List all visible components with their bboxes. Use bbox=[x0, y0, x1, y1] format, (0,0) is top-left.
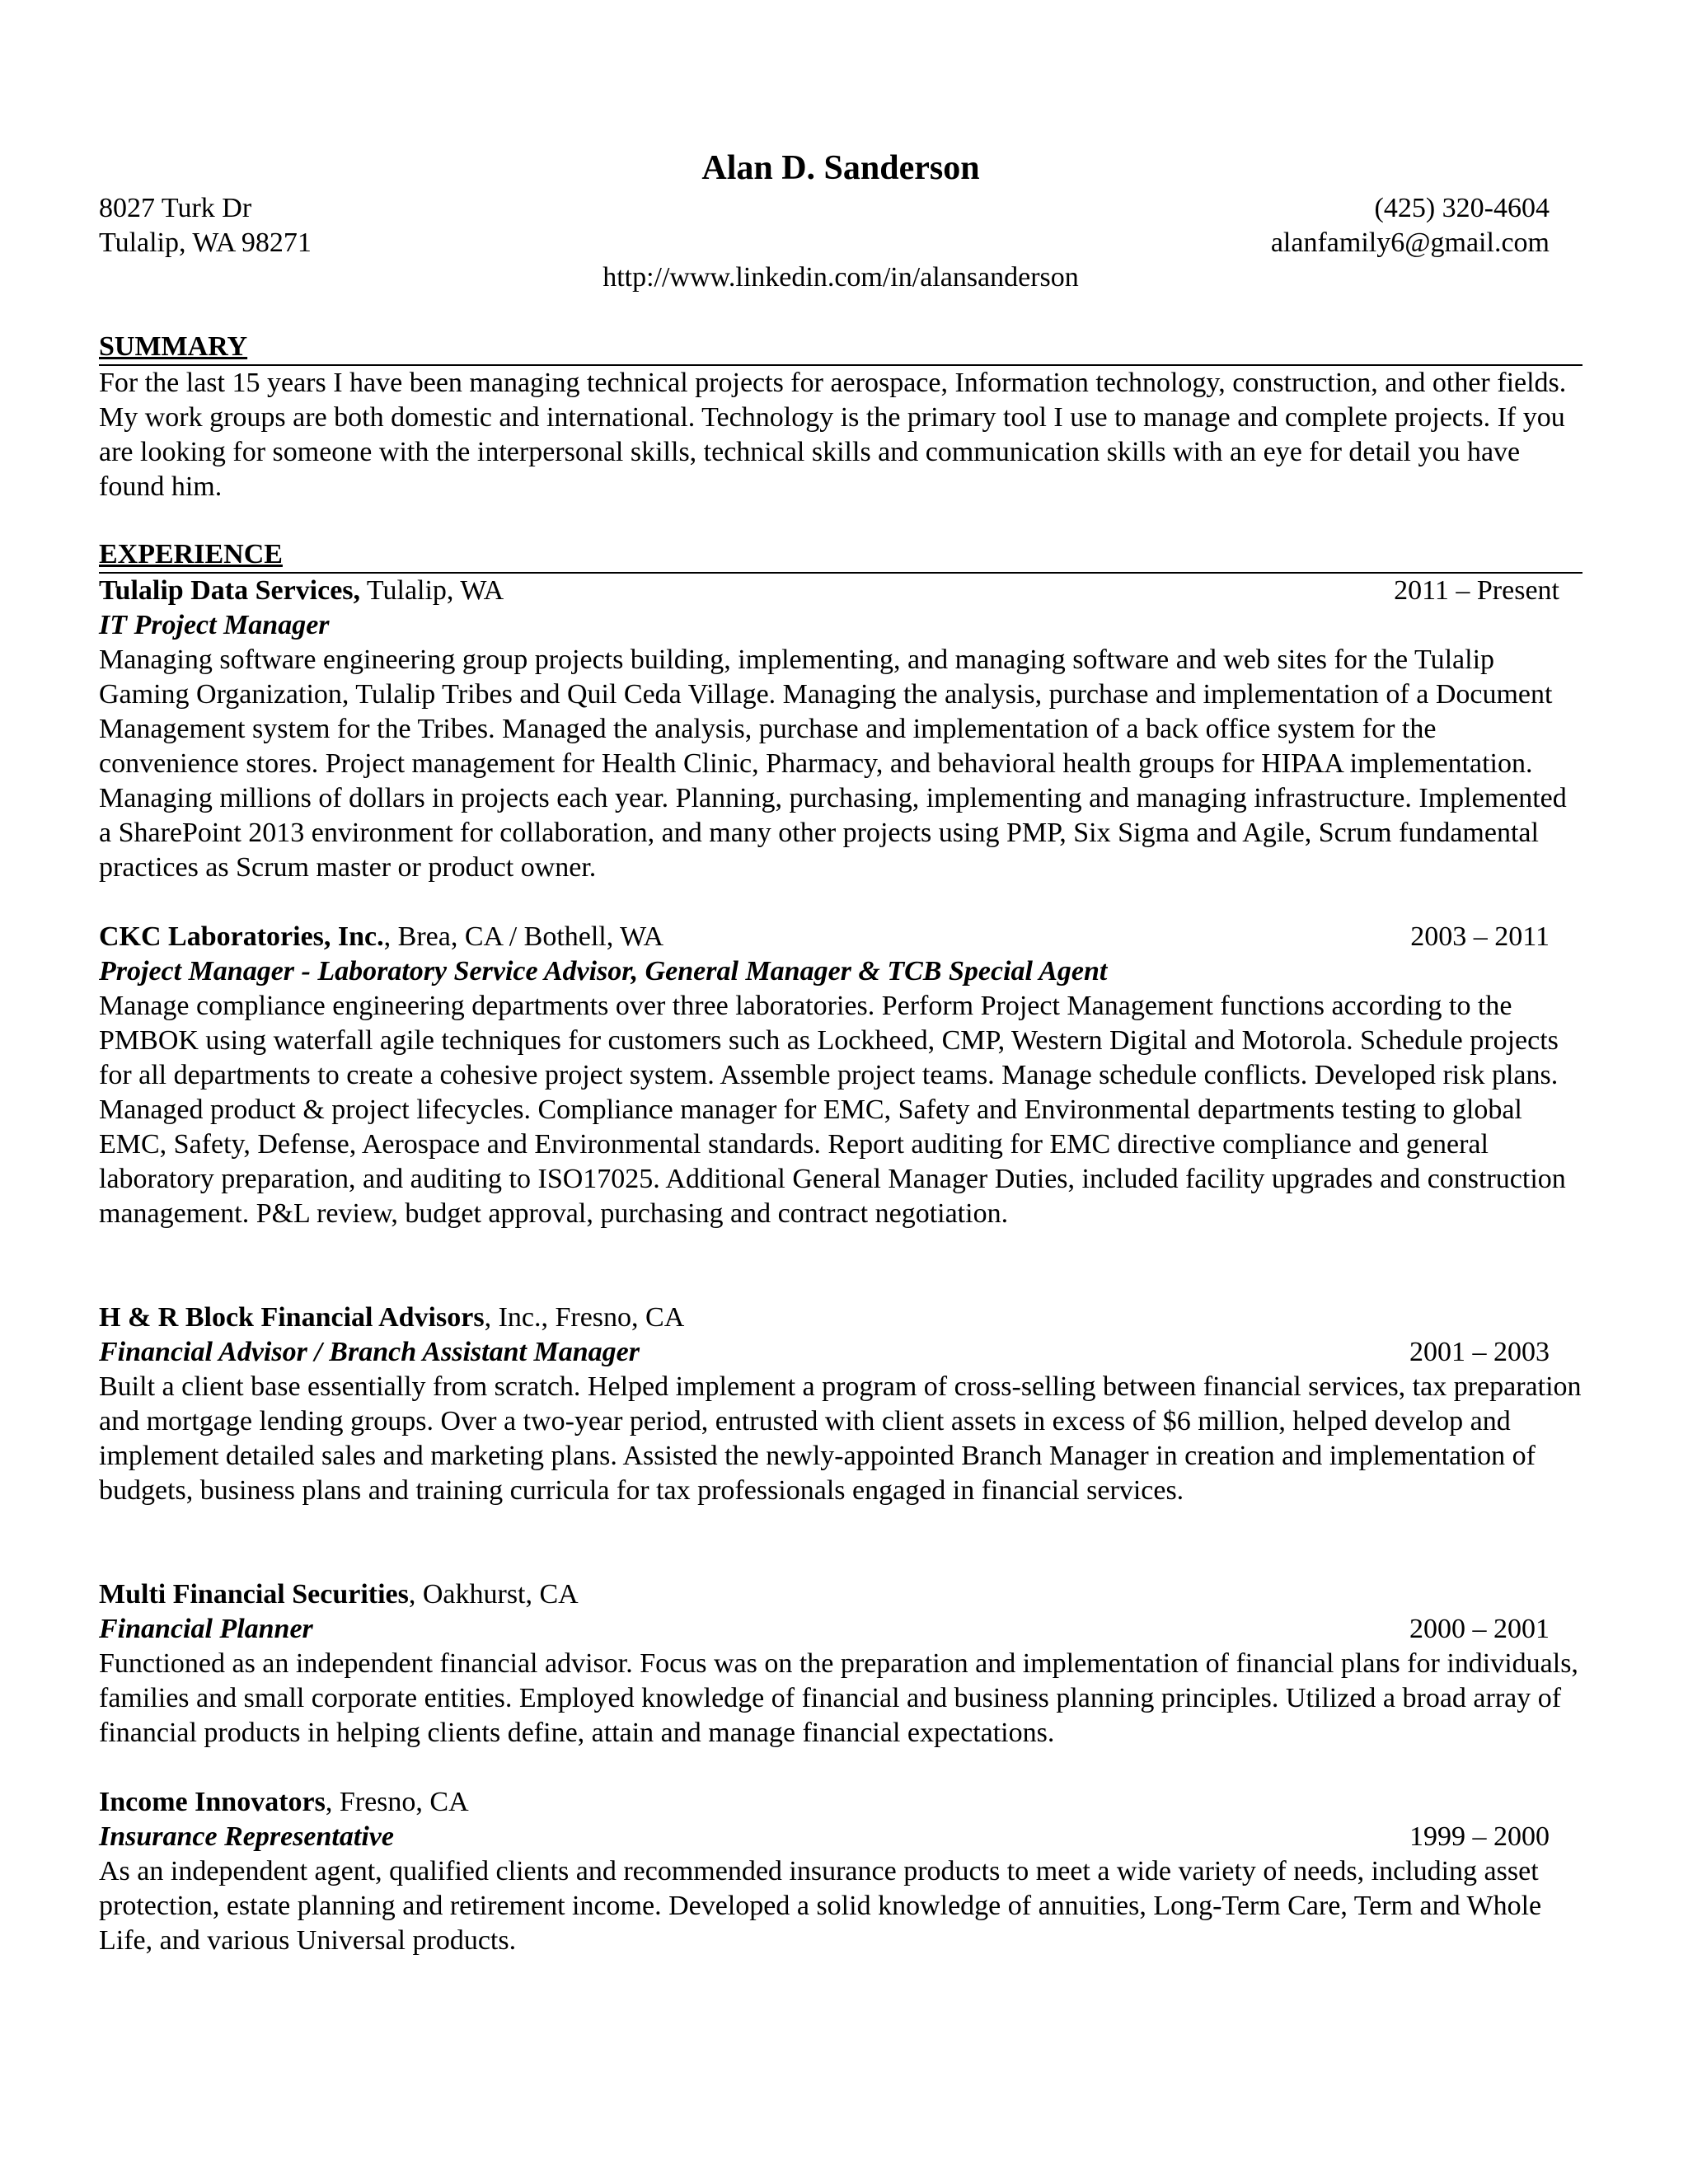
email-address: alanfamily6@gmail.com bbox=[1270, 227, 1550, 258]
job-entry bbox=[99, 1785, 1582, 1958]
job-dates: 1999 – 2000 bbox=[1409, 1821, 1550, 1852]
job-dates: 2001 – 2003 bbox=[1409, 1337, 1550, 1367]
contact-row-3 bbox=[99, 260, 1582, 295]
job-header-line bbox=[99, 920, 1582, 954]
job-company: Multi Financial Securities bbox=[99, 1579, 409, 1610]
summary-heading bbox=[99, 330, 1582, 366]
candidate-name: Alan D. Sanderson bbox=[701, 149, 980, 187]
job-entry bbox=[99, 1577, 1582, 1750]
address-line-1: 8027 Turk Dr bbox=[99, 193, 252, 223]
summary-text: For the last 15 years I have been managing technical projects for aerospace, Information technology, construction, and other fields. My work groups are both domestic and international. Technology is the primary tool I use to manage and complete projects. If you are looking for someone with the interpersonal skills, technical skills and communication skills with an eye for detail you have found him. bbox=[99, 368, 1567, 502]
contact-row-2 bbox=[99, 226, 1582, 260]
job-company: Income Innovators bbox=[99, 1787, 326, 1817]
job-location: , Oakhurst, CA bbox=[408, 1579, 579, 1610]
job-dates: 2000 – 2001 bbox=[1409, 1614, 1550, 1644]
job-title: Insurance Representative bbox=[99, 1821, 394, 1852]
job-title: Financial Planner bbox=[99, 1614, 313, 1644]
job-title: Financial Advisor / Branch Assistant Manager bbox=[99, 1337, 640, 1367]
job-location: , Brea, CA / Bothell, WA bbox=[383, 921, 664, 952]
job-location: , Fresno, CA bbox=[325, 1787, 469, 1817]
job-entry bbox=[99, 1301, 1582, 1508]
job-company: H & R Block Financial Advisors bbox=[99, 1302, 485, 1333]
summary-heading-label: SUMMARY bbox=[99, 331, 248, 362]
job-entry bbox=[99, 920, 1582, 1231]
job-header-line bbox=[99, 1577, 1582, 1612]
job-description: Manage compliance engineering departments over three laboratories. Perform Project Management functions according to the PMBOK using waterfall agile techniques for customers such as Lockheed, CMP, Western Digital and Motorola. Schedule projects for all departments to create a cohesive project system. Assemble project teams. Manage schedule conflicts. Developed risk plans. Managed product & project lifecycles. Compliance manager for EMC, Safety and Environmental departments testing to global EMC, Safety, Defense, Aerospace and Environmental standards. Report auditing for EMC directive compliance and general laboratory preparation, and auditing to ISO17025. Additional General Manager Duties, included facility upgrades and construction management. P&L review, budget approval, purchasing and contract negotiation. bbox=[99, 991, 1566, 1229]
contact-row-1 bbox=[99, 191, 1582, 226]
job-dates: 2011 – Present bbox=[1394, 575, 1559, 606]
job-company: CKC Laboratories, Inc. bbox=[99, 921, 384, 952]
job-company: Tulalip Data Services, bbox=[99, 575, 361, 606]
job-dates: 2003 – 2011 bbox=[1410, 921, 1550, 952]
job-description: Managing software engineering group projects building, implementing, and managing software and web sites for the Tulalip Gaming Organization, Tulalip Tribes and Quil Ceda Village. Managing the analysis, purchase and implementation of a Document Management system for the Tribes. Managed the analysis, purchase and implementation of a back office system for the convenience stores. Project management for Health Clinic, Pharmacy, and behavioral health groups for HIPAA implementation. Managing millions of dollars in projects each year. Planning, purchasing, implementing and managing infrastructure. Implemented a SharePoint 2013 environment for collaboration, and many other projects using PMP, Six Sigma and Agile, Scrum fundamental practices as Scrum master or product owner. bbox=[99, 644, 1567, 883]
phone-number: (425) 320-4604 bbox=[1374, 193, 1550, 223]
job-header-line bbox=[99, 574, 1582, 608]
experience-heading-label: EXPERIENCE bbox=[99, 539, 283, 569]
job-title: Project Manager - Laboratory Service Advisor, General Manager & TCB Special Agent bbox=[99, 956, 1108, 987]
job-title-line bbox=[99, 1820, 1582, 1854]
job-title-line bbox=[99, 1335, 1582, 1370]
job-header-line bbox=[99, 1785, 1582, 1820]
job-location: Tulalip, WA bbox=[360, 575, 504, 606]
job-title-line bbox=[99, 1612, 1582, 1647]
job-header-line bbox=[99, 1301, 1582, 1335]
job-entry bbox=[99, 574, 1582, 885]
linkedin-url[interactable]: http://www.linkedin.com/in/alansanderson bbox=[603, 262, 1079, 293]
experience-heading bbox=[99, 537, 1582, 574]
job-description: As an independent agent, qualified clients and recommended insurance products to meet a wide variety of needs, including asset protection, estate planning and retirement income. Developed a solid knowledge of annuities, Long-Term Care, Term and Whole Life, and various Universal products. bbox=[99, 1856, 1542, 1956]
job-description: Functioned as an independent financial advisor. Focus was on the preparation and implementation of financial plans for individuals, families and small corporate entities. Employed knowledge of financial and business planning principles. Utilized a broad array of financial products in helping clients define, attain and manage financial expectations. bbox=[99, 1648, 1578, 1748]
job-description: Built a client base essentially from scratch. Helped implement a program of cross-selling between financial services, tax preparation and mortgage lending groups. Over a two-year period, entrusted with client assets in excess of $6 million, helped develop and implement detailed sales and marketing plans. Assisted the newly-appointed Branch Manager in creation and implementation of budgets, business plans and training curricula for tax professionals engaged in financial services. bbox=[99, 1371, 1582, 1506]
job-location: , Inc., Fresno, CA bbox=[484, 1302, 685, 1333]
address-line-2: Tulalip, WA 98271 bbox=[99, 227, 312, 258]
job-title: IT Project Manager bbox=[99, 610, 330, 640]
